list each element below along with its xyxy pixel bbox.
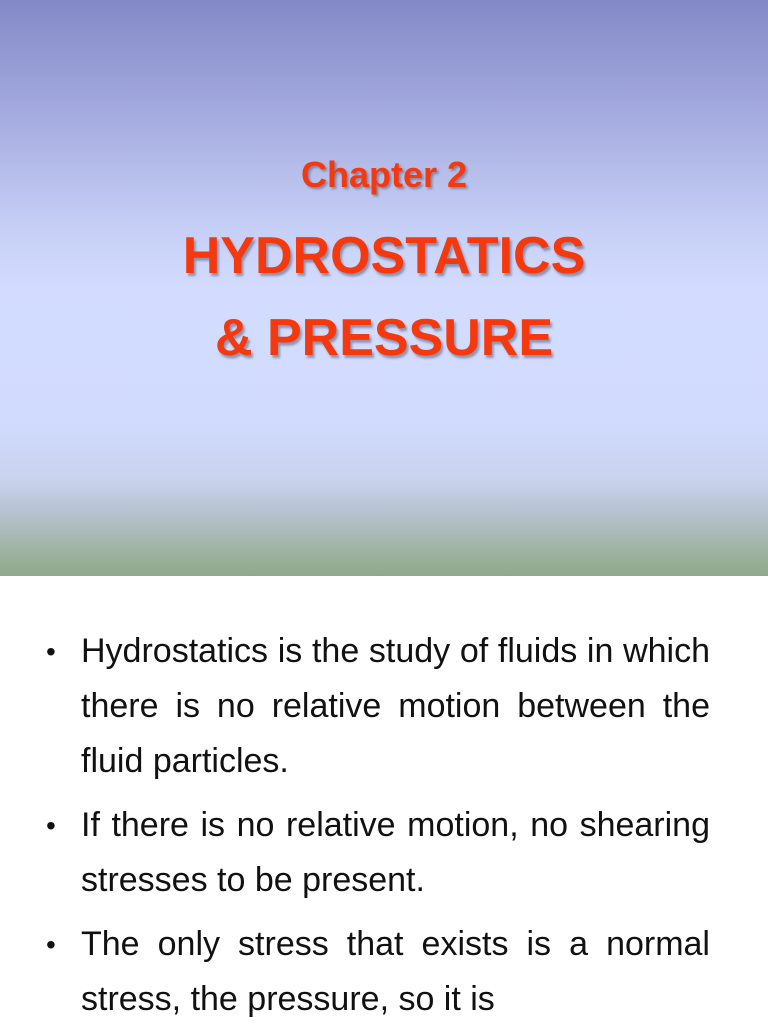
slide-title-line-1: HYDROSTATICS (182, 227, 586, 285)
slide-title-line-2: & PRESSURE (214, 309, 554, 367)
slide-title (0, 215, 768, 379)
chapter-label: Chapter 2 (300, 154, 468, 195)
bullet-icon: • (46, 929, 56, 960)
bullet-list (46, 624, 710, 1024)
bullet-icon: • (46, 636, 56, 667)
bullet-item (46, 624, 710, 789)
bullet-item (46, 798, 710, 908)
bullet-icon: • (46, 810, 56, 841)
bullet-item (46, 917, 710, 1024)
bullet-text: If there is no relative motion, no shearing stresses to be present. (81, 806, 710, 899)
bullet-text: Hydrostatics is the study of fluids in which there is no relative motion between the fluid particles. (81, 632, 710, 780)
bullet-text: The only stress that exists is a normal stress, the pressure, so it is (81, 925, 710, 1018)
content-slide (0, 576, 768, 1024)
